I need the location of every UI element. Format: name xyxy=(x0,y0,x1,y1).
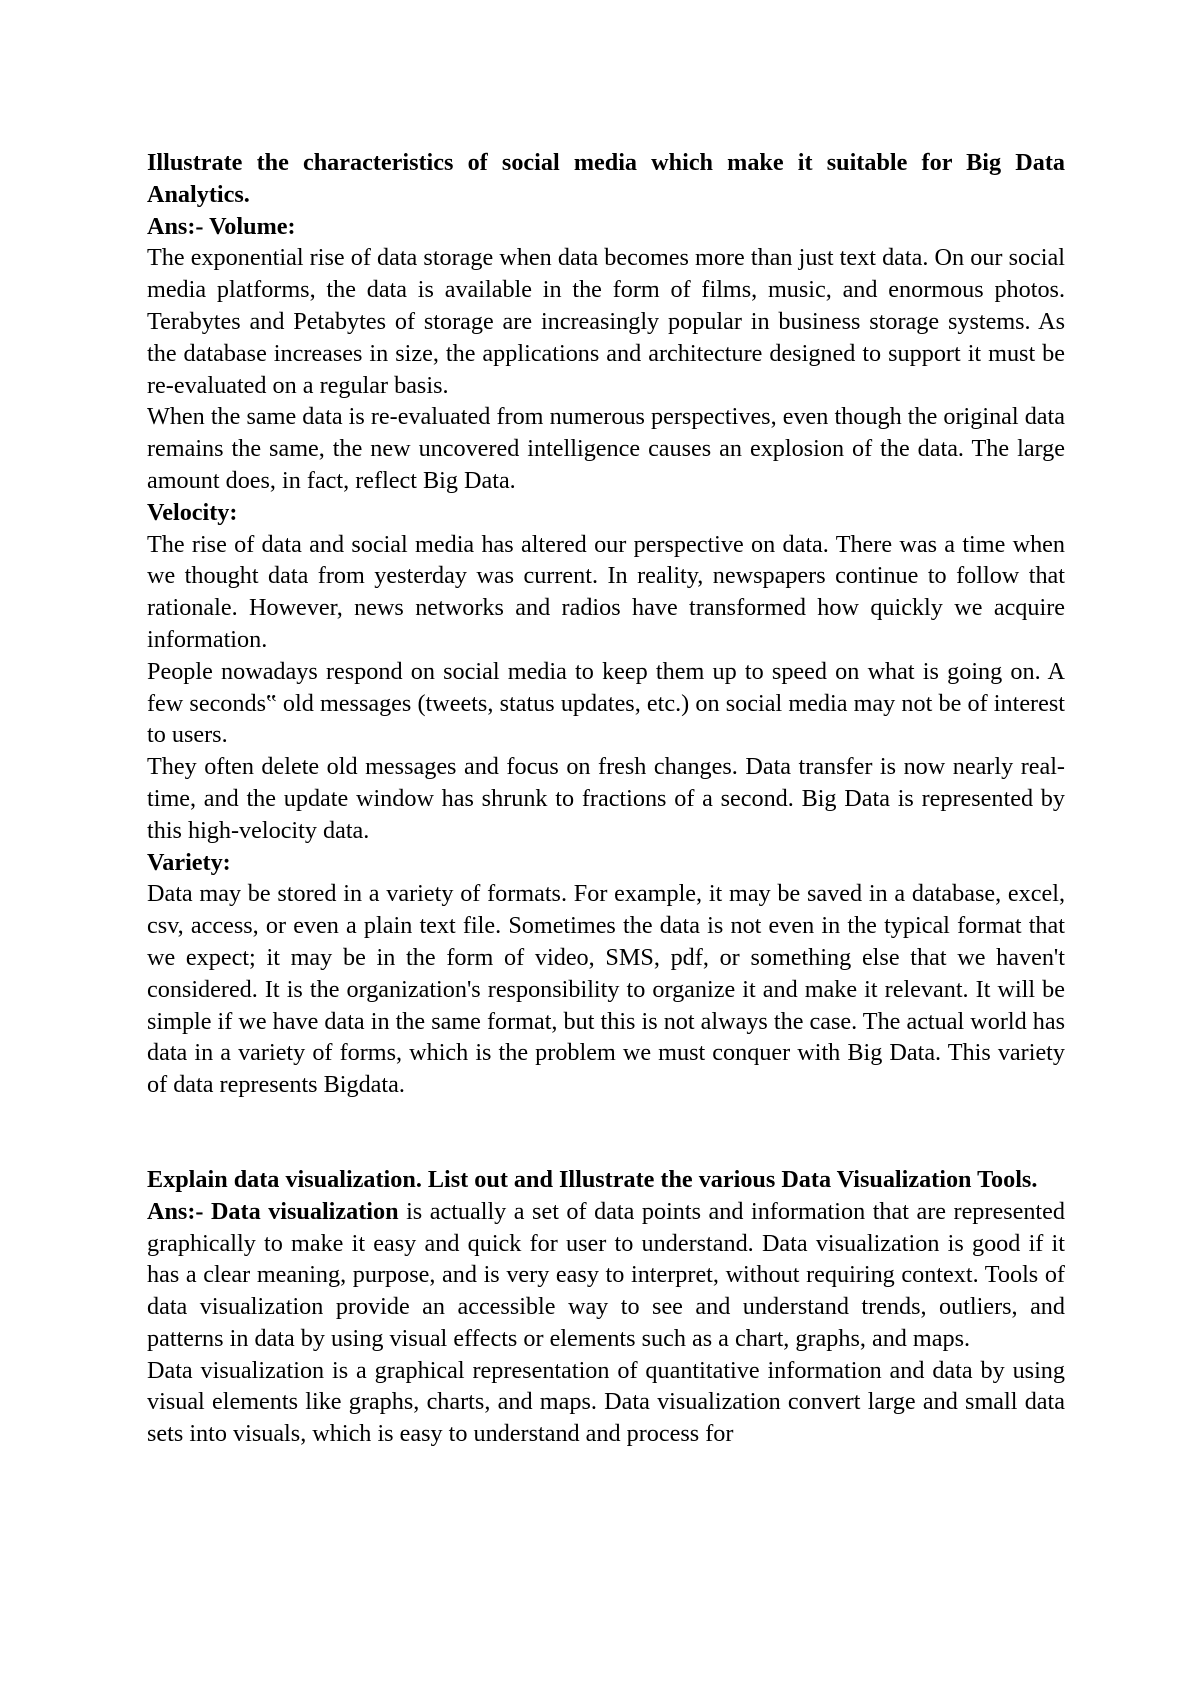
volume-paragraph-2: When the same data is re-evaluated from numerous perspectives, even though the original data remains the same, the new uncovered intelligence causes an explosion of the data. The large amount does, in fact, reflect Big Data. xyxy=(147,403,1065,494)
velocity-paragraph-3: They often delete old messages and focus on fresh changes. Data transfer is now nearly real-time, and the update window has shrunk to fractions of a second. Big Data is represented by this high-velocity data. xyxy=(147,753,1065,844)
section-spacer xyxy=(147,1101,1065,1164)
velocity-heading: Velocity: xyxy=(147,498,238,526)
document-content xyxy=(147,147,1065,1450)
velocity-paragraph-2: People nowadays respond on social media to keep them up to speed on what is going on. A few seconds‟ old messages (tweets, status updates, etc.) on social media may not be of interest to users. xyxy=(147,657,1065,749)
question-data-visualization: Explain data visualization. List out and Illustrate the various Data Visualization Tools. xyxy=(147,1165,1038,1193)
data-visualization-paragraph-2: Data visualization is a graphical representation of quantitative information and data by using visual elements like graphs, charts, and maps. Data visualization convert large and small data sets into visuals, which is easy to understand and process for xyxy=(147,1356,1065,1448)
variety-heading: Variety: xyxy=(147,848,231,876)
variety-paragraph-1: Data may be stored in a variety of formats. For example, it may be saved in a database, excel, csv, access, or even a plain text file. Sometimes the data is not even in the typical format that we expect; it may be in the form of video, SMS, pdf, or something else that we haven't considered. It is the organization's responsibility to organize it and make it relevant. It will be simple if we have data in the same format, but this is not always the case. The actual world has data in a variety of forms, which is the problem we must conquer with Big Data. This variety of data represents Bigdata. xyxy=(147,880,1065,1099)
data-visualization-paragraph-1 xyxy=(147,1196,1065,1355)
volume-label: Volume: xyxy=(209,212,296,240)
velocity-paragraph-1: The rise of data and social media has altered our perspective on data. There was a time when we thought data from yesterday was current. In reality, newspapers continue to follow that rationale. However, news networks and radios have transformed how quickly we acquire information. xyxy=(147,530,1065,653)
volume-paragraph-1: The exponential rise of data storage when data becomes more than just text data. On our social media platforms, the data is available in the form of films, music, and enormous photos. Terabytes and Petabytes of storage are increasingly popular in business storage systems. As the database increases in size, the applications and architecture designed to support it must be re-evaluated on a regular basis. xyxy=(147,244,1065,399)
answer-prefix: Ans:- xyxy=(147,212,210,240)
data-visualization-term: Data visualization xyxy=(210,1197,399,1225)
volume-heading xyxy=(147,211,1065,243)
answer-prefix-2: Ans:- xyxy=(147,1197,211,1225)
data-visualization-definition: is actually a set of data points and information that are represented graphically to make it easy and quick for user to understand. Data visualization is good if it has a clear meaning, purpose, and is very easy to interpret, without requiring context. Tools of data visualization provide an accessible way to see and understand trends, outliers, and patterns in data by using visual effects or elements such as a chart, graphs, and maps. xyxy=(147,1197,1065,1352)
question-social-media-big-data: Illustrate the characteristics of social media which make it suitable for Big Data Analytics. xyxy=(147,149,1065,208)
